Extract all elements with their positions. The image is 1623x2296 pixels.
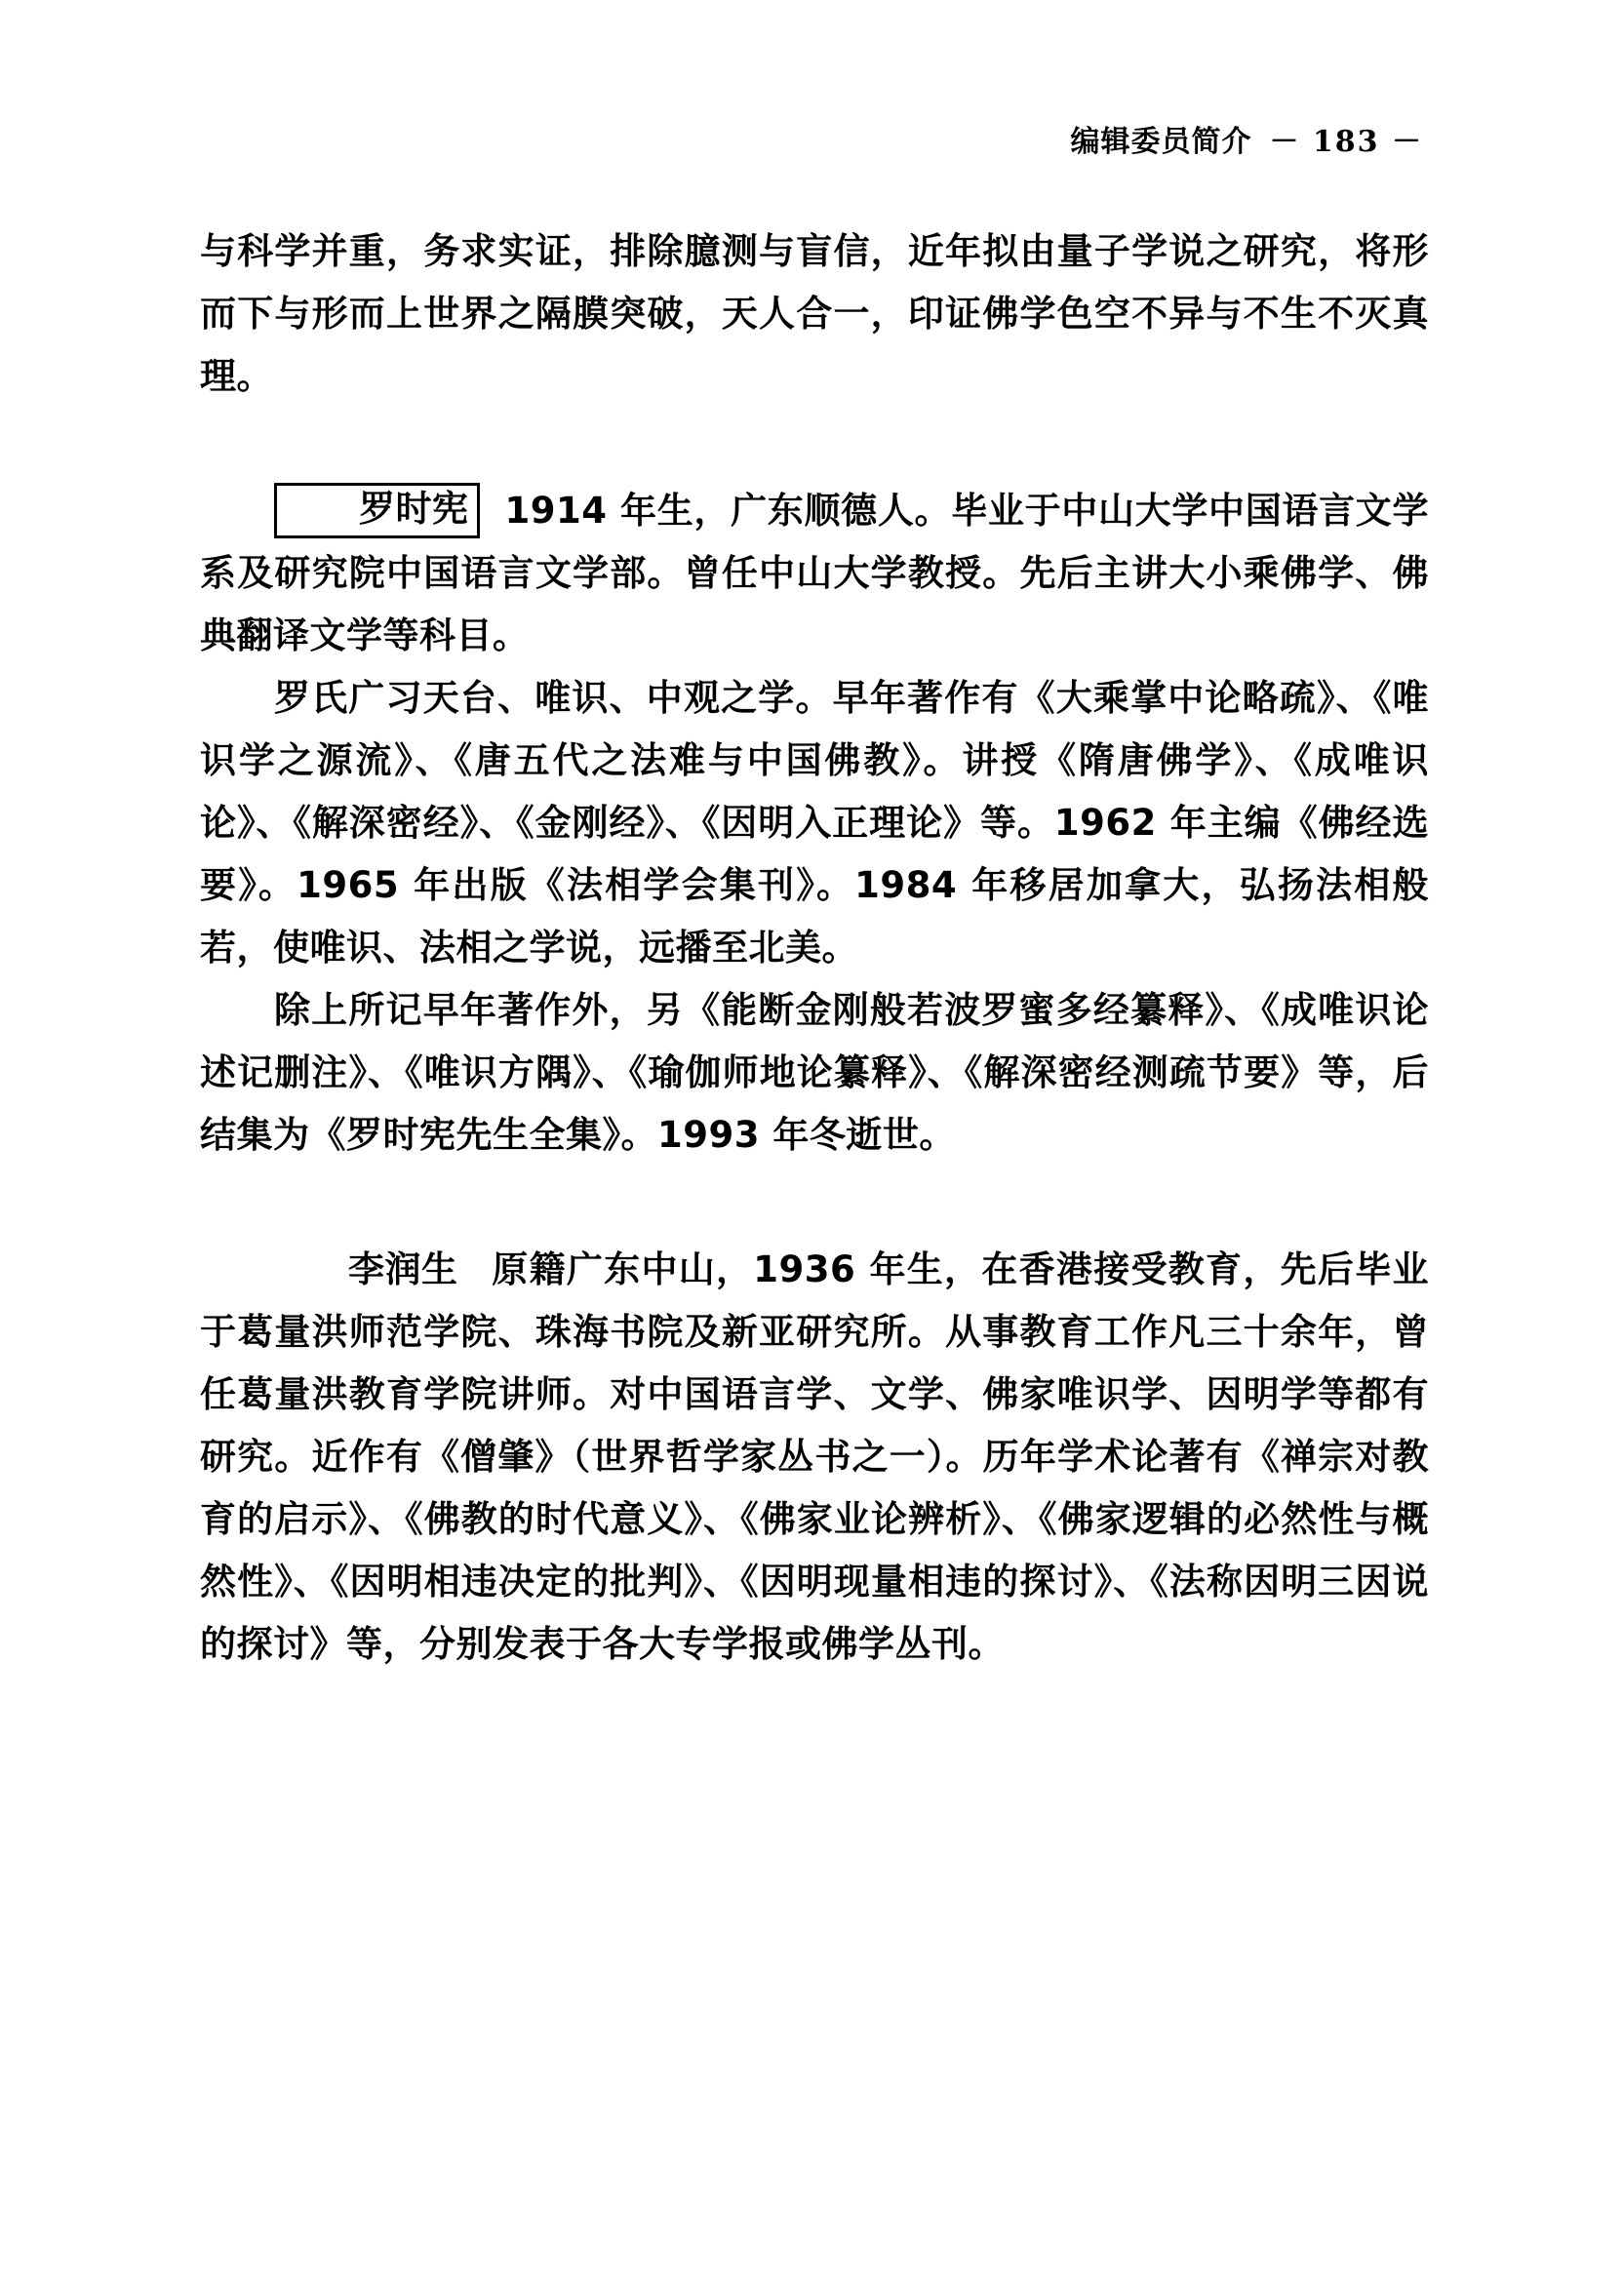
running-head-title: 编辑委员简介	[1070, 125, 1252, 159]
entry-luoshixian-text-2: 罗氏广习天台、唯识、中观之学。早年著作有《大乘掌中论略疏》、《唯识学之源流》、《唐五代之法难与中国佛教》。讲授《隋唐佛学》、《成唯识论》、《解深密经》、《金刚经》、《因明入正理论》等。1962 年主编《佛经选要》。1965 年出版《法相学会集刊》。1984 年移居加拿大，弘扬法相般若，使唯识、法相之学说，远播至北美。	[200, 677, 1429, 969]
entry-lirunsheng-text-1: 原籍广东中山，1936 年生，在香港接受教育，先后毕业于葛量洪师范学院、珠海书院及新亚研究所。从事教育工作凡三十余年，曾任葛量洪教育学院讲师。对中国语言学、文学、佛家唯识学、因明学等都有研究。近作有《僧肇》（世界哲学家丛书之一）。历年学术论著有《禅宗对教育的启示》、《佛教的时代意义》、《佛家业论辨析》、《佛家逻辑的必然性与概然性》、《因明相违决定的批判》、《因明现量相违的探讨》、《法称因明三因说的探讨》等，分别发表于各大专学报或佛学丛刊。	[200, 1248, 1429, 1665]
entry-luoshixian-text-1: 1914 年生，广东顺德人。毕业于中山大学中国语言文学系及研究院中国语言文学部。曾任中山大学教授。先后主讲大小乘佛学、佛典翻译文学等科目。	[200, 490, 1429, 656]
entry-name-luoshixian: 罗时宪	[274, 483, 480, 538]
page-content	[200, 117, 1429, 1676]
entry-luoshixian-text-3: 除上所记早年著作外，另《能断金刚般若波罗蜜多经纂释》、《成唯识论述记删注》、《唯识方隅》、《瑜伽师地论纂释》、《解深密经测疏节要》等，后结集为《罗时宪先生全集》。1993 年冬逝世。	[200, 989, 1429, 1156]
running-head	[200, 117, 1429, 160]
spacer	[200, 408, 1429, 480]
paragraph-continuation: 与科学并重，务求实证，排除臆测与盲信，近年拟由量子学说之研究，将形而下与形而上世界之隔膜突破，天人合一，印证佛学色空不异与不生不灭真理。	[200, 230, 1429, 397]
entry-name-lirunsheng: 李润生	[348, 1248, 458, 1290]
entry-lirunsheng-intro	[200, 1239, 1429, 1676]
page-number: － 183 －	[1269, 125, 1423, 159]
entry-luoshixian-intro	[200, 480, 1429, 667]
spacer	[200, 1167, 1429, 1239]
